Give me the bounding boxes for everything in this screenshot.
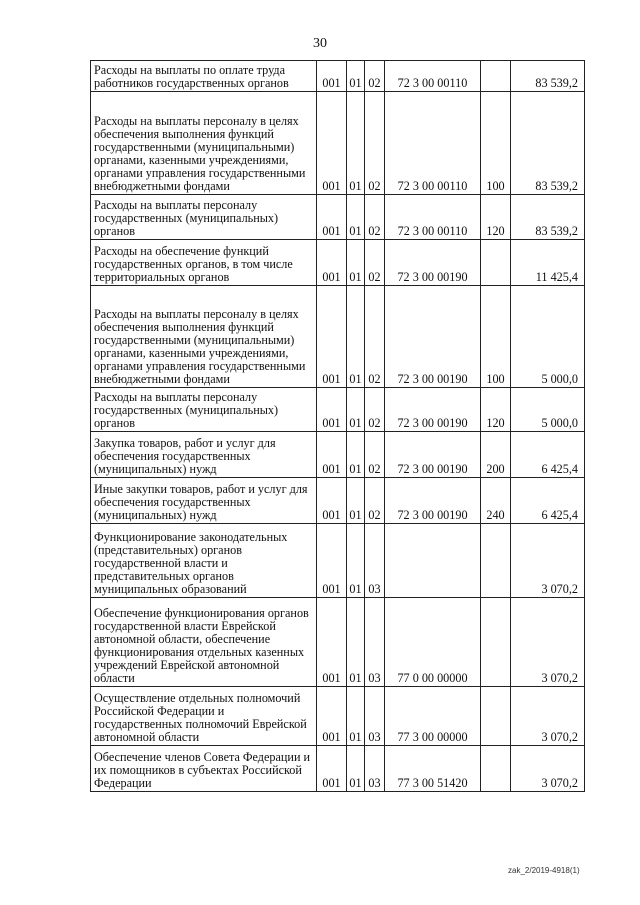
row-csr-cell: 77 3 00 00000: [385, 687, 481, 746]
row-rz-cell: 01: [347, 92, 365, 195]
row-sum-cell: 5 000,0: [511, 388, 585, 432]
row-rz-cell: 01: [347, 478, 365, 524]
table-row: [91, 746, 585, 792]
table-row: [91, 61, 585, 92]
row-csr-cell: 72 3 00 00190: [385, 240, 481, 286]
row-name-cell: Функционирование законодательных (представительных) органов государственной власти и представительных органов муниципальных образований: [91, 524, 317, 598]
row-rz-cell: 01: [347, 746, 365, 792]
row-name-cell: Расходы на выплаты персоналу государственных (муниципальных) органов: [91, 388, 317, 432]
row-ved-cell: 001: [317, 478, 347, 524]
row-csr-cell: 72 3 00 00110: [385, 92, 481, 195]
row-ved-cell: 001: [317, 240, 347, 286]
row-sum-cell: 3 070,2: [511, 524, 585, 598]
row-sum-cell: 3 070,2: [511, 687, 585, 746]
row-name-cell: Расходы на выплаты персоналу в целях обеспечения выполнения функций государственными (муниципальными) органами, казенными учреждениями, органами управления государственными внебюджетными фондами: [91, 286, 317, 388]
row-vr-cell: 120: [481, 388, 511, 432]
row-rz-cell: 01: [347, 240, 365, 286]
row-vr-cell: [481, 598, 511, 687]
row-name-cell: Расходы на выплаты по оплате труда работников государственных органов: [91, 61, 317, 92]
table-row: [91, 598, 585, 687]
row-sum-cell: 6 425,4: [511, 478, 585, 524]
table-row: [91, 478, 585, 524]
row-csr-cell: 72 3 00 00190: [385, 286, 481, 388]
row-rz-cell: 01: [347, 687, 365, 746]
row-rz-cell: 01: [347, 432, 365, 478]
row-csr-cell: 72 3 00 00110: [385, 195, 481, 240]
row-ved-cell: 001: [317, 286, 347, 388]
table-row: [91, 432, 585, 478]
row-sum-cell: 83 539,2: [511, 61, 585, 92]
row-ved-cell: 001: [317, 524, 347, 598]
table-row: [91, 524, 585, 598]
row-sum-cell: 3 070,2: [511, 598, 585, 687]
table-row: [91, 286, 585, 388]
row-name-cell: Иные закупки товаров, работ и услуг для обеспечения государственных (муниципальных) нужд: [91, 478, 317, 524]
row-ved-cell: 001: [317, 195, 347, 240]
table-row: [91, 388, 585, 432]
row-rz-cell: 01: [347, 388, 365, 432]
row-ved-cell: 001: [317, 432, 347, 478]
row-ved-cell: 001: [317, 598, 347, 687]
row-name-cell: Расходы на выплаты персоналу государственных (муниципальных) органов: [91, 195, 317, 240]
table-body: [91, 61, 585, 792]
row-vr-cell: [481, 746, 511, 792]
table-row: [91, 92, 585, 195]
row-pr-cell: 03: [365, 687, 385, 746]
row-rz-cell: 01: [347, 286, 365, 388]
row-rz-cell: 01: [347, 524, 365, 598]
row-csr-cell: 77 3 00 51420: [385, 746, 481, 792]
row-sum-cell: 83 539,2: [511, 92, 585, 195]
row-vr-cell: 100: [481, 92, 511, 195]
row-name-cell: Осуществление отдельных полномочий Российской Федерации и государственных полномочий Еврейской автономной области: [91, 687, 317, 746]
row-csr-cell: 72 3 00 00190: [385, 432, 481, 478]
row-rz-cell: 01: [347, 195, 365, 240]
row-pr-cell: 03: [365, 598, 385, 687]
row-sum-cell: 6 425,4: [511, 432, 585, 478]
row-vr-cell: [481, 687, 511, 746]
row-rz-cell: 01: [347, 61, 365, 92]
row-sum-cell: 3 070,2: [511, 746, 585, 792]
row-name-cell: Закупка товаров, работ и услуг для обеспечения государственных (муниципальных) нужд: [91, 432, 317, 478]
row-csr-cell: [385, 524, 481, 598]
row-pr-cell: 03: [365, 746, 385, 792]
row-pr-cell: 03: [365, 524, 385, 598]
row-csr-cell: 72 3 00 00190: [385, 388, 481, 432]
row-rz-cell: 01: [347, 598, 365, 687]
row-ved-cell: 001: [317, 61, 347, 92]
row-sum-cell: 5 000,0: [511, 286, 585, 388]
row-pr-cell: 02: [365, 286, 385, 388]
row-sum-cell: 83 539,2: [511, 195, 585, 240]
row-ved-cell: 001: [317, 92, 347, 195]
row-vr-cell: [481, 61, 511, 92]
row-pr-cell: 02: [365, 92, 385, 195]
row-pr-cell: 02: [365, 388, 385, 432]
row-pr-cell: 02: [365, 195, 385, 240]
row-pr-cell: 02: [365, 432, 385, 478]
row-vr-cell: 240: [481, 478, 511, 524]
row-ved-cell: 001: [317, 687, 347, 746]
row-csr-cell: 72 3 00 00190: [385, 478, 481, 524]
row-name-cell: Обеспечение членов Совета Федерации и их помощников в субъектах Российской Федерации: [91, 746, 317, 792]
row-pr-cell: 02: [365, 478, 385, 524]
table-row: [91, 240, 585, 286]
row-ved-cell: 001: [317, 388, 347, 432]
row-name-cell: Расходы на обеспечение функций государственных органов, в том числе территориальных органов: [91, 240, 317, 286]
table-row: [91, 195, 585, 240]
row-ved-cell: 001: [317, 746, 347, 792]
row-name-cell: Обеспечение функционирования органов государственной власти Еврейской автономной области, обеспечение функционирования отдельных казенных учреждений Еврейской автономной области: [91, 598, 317, 687]
row-vr-cell: [481, 524, 511, 598]
row-pr-cell: 02: [365, 61, 385, 92]
row-vr-cell: 120: [481, 195, 511, 240]
footer-code: zak_2/2019-4918(1): [508, 866, 580, 875]
row-name-cell: Расходы на выплаты персоналу в целях обеспечения выполнения функций государственными (муниципальными) органами, казенными учреждениями, органами управления государственными внебюджетными фондами: [91, 92, 317, 195]
row-csr-cell: 72 3 00 00110: [385, 61, 481, 92]
row-vr-cell: [481, 240, 511, 286]
row-csr-cell: 77 0 00 00000: [385, 598, 481, 687]
row-vr-cell: 100: [481, 286, 511, 388]
page-number: 30: [313, 36, 327, 51]
budget-table: [90, 60, 585, 792]
table-row: [91, 687, 585, 746]
row-pr-cell: 02: [365, 240, 385, 286]
row-sum-cell: 11 425,4: [511, 240, 585, 286]
row-vr-cell: 200: [481, 432, 511, 478]
